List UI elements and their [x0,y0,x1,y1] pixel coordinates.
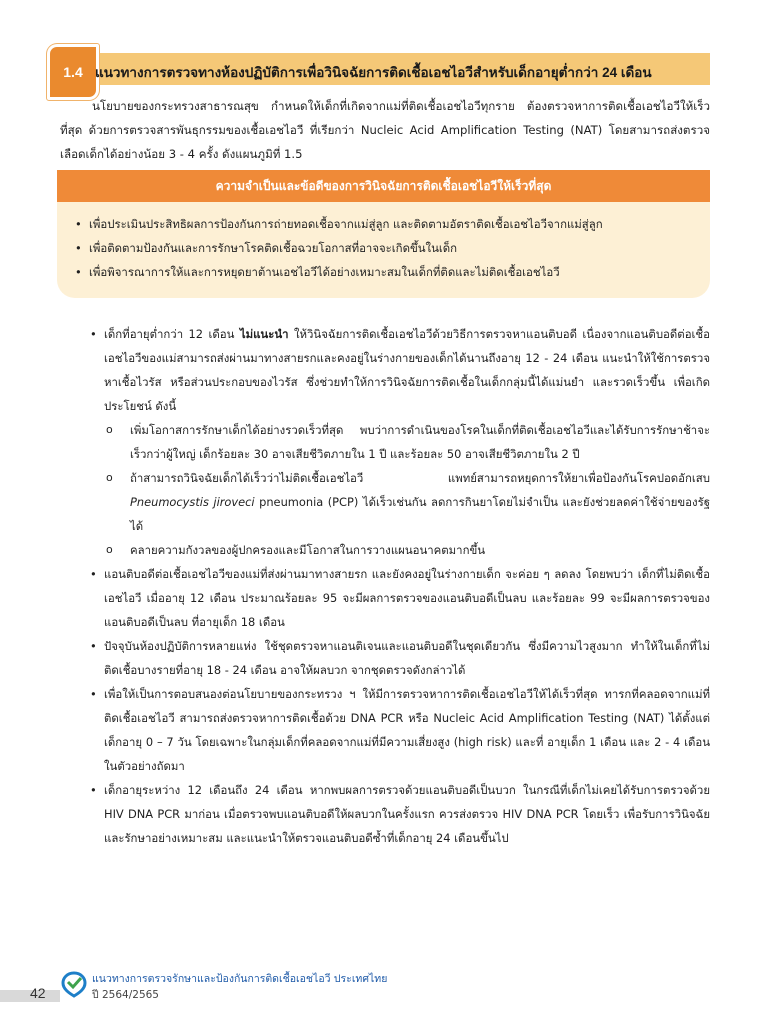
item2-text: แอนติบอดีต่อเชื้อเอชไอวีของแม่ที่ส่งผ่านมาทางสายรก และยังคงอยู่ในร่างกายเด็ก จะค่อย ๆ ลดลง โดยพบว่า เด็กที่ไม่ติดเชื้อเอชไอวี เมื่ออายุ 12 เดือน ประมาณร้อยละ 95 จะมีผลการตรวจของแอนติบอดีเป็นลบ และร้อยละ 99 จะมีผลการตรวจของแอนติบอดีเป็นลบ ที่อายุเด็ก 18 เดือน [104,567,710,629]
sub-marker: o [106,543,113,556]
bullet-marker: • [90,783,97,797]
main-content [90,322,710,850]
benefits-box [57,170,710,298]
bullet-item-dna-pcr-policy [90,682,710,778]
page-number: 42 [30,985,46,1001]
intro-paragraph [60,94,710,166]
footer-title: แนวทางการตรวจรักษาและป้องกันการติดเชื้อเอชไอวี ประเทศไทย [92,973,388,985]
bullet-item-maternal-antibody [90,562,710,634]
bullet-marker: • [90,687,97,701]
item3-text: ปัจจุบันห้องปฏิบัติการหลายแห่ง ใช้ชุดตรวจหาแอนติเจนและแอนติบอดีในชุดเดียวกัน ซึ่งมีความไวสูงมาก ทำให้ในเด็กที่ไม่ติดเชื้อบางรายที่อายุ 18 - 24 เดือน อาจให้ผลบวก จากชุดตรวจดังกล่าวได้ [104,639,710,677]
benefit-item: • เพื่อติดตามป้องกันและการรักษาโรคติดเชื้อฉวยโอกาสที่อาจจะเกิดขึ้นในเด็ก [89,236,710,260]
sub-item-text-post: pneumonia (PCP) ได้เร็วเช่นกัน ลดการกินยาโดยไม่จำเป็น และยังช่วยลดค่าใช้จ่ายของรัฐได้ [130,495,710,533]
sub-item-text: เพิ่มโอกาสการรักษาเด็กได้อย่างรวดเร็วที่สุด พบว่าการดำเนินของโรคในเด็กที่ติดเชื้อเอชไอวีและได้รับการรักษาช้าจะเร็วกว่าผู้ใหญ่ เด็กร้อยละ 30 อาจเสียชีวิตภายใน 1 ปี และร้อยละ 50 อาจเสียชีวิตภายใน 2 ปี [130,423,710,461]
bullet-marker: • [90,567,97,581]
benefits-box-title: ความจำเป็นและข้อดีของการวินิจฉัยการติดเชื้อเอชไอวีให้เร็วที่สุด [57,170,710,202]
sub-item-text: คลายความกังวลของผู้ปกครองและมีโอกาสในการวางแผนอนาคตมากขึ้น [130,543,486,557]
item5-text: เด็กอายุระหว่าง 12 เดือนถึง 24 เดือน หากพบผลการตรวจด้วยแอนติบอดีเป็นบวก ในกรณีที่เด็กไม่เคยได้รับการตรวจด้วย HIV DNA PCR มาก่อน เมื่อตรวจพบแอนติบอดีให้ผลบวกในครั้งแรก ควรส่งตรวจ HIV DNA PCR โดยเร็ว เพื่อรับการวินิจฉัยและรักษาอย่างเหมาะสม และแนะนำให้ตรวจแอนติบอดีซ้ำที่เด็กอายุ 24 เดือนขึ้นไป [104,783,710,845]
item1-text-pre: เด็กที่อายุต่ำกว่า 12 เดือน [104,327,240,341]
bullet-item-12-24-months [90,778,710,850]
section-number-badge [47,44,99,100]
bullet-item-antibody-not-recommended [90,322,711,418]
item1-text-post: ให้วินิจฉัยการติดเชื้อเอชไอวีด้วยวิธีการตรวจหาแอนติบอดี เนื่องจากแอนติบอดีต่อเชื้อเอชไอวีของแม่สามารถส่งผ่านมาทางสายรกและคงอยู่ในร่างกายของเด็กได้นานถึงอายุ 12 - 24 เดือน แนะนำให้ใช้การตรวจหาเชื้อไวรัส หรือส่วนประกอบของไวรัส ซึ่งช่วยทำให้การวินิจฉัยการติดเชื้อในเด็กกลุ่มนี้ได้แม่นยำ และรวดเร็วขึ้น เพื่อเกิดประโยชน์ ดังนี้ [104,327,711,413]
benefits-list [57,212,710,284]
sub-item-pcp [106,466,710,538]
intro-text: นโยบายของกระทรวงสาธารณสุข กำหนดให้เด็กที่เกิดจากแม่ที่ติดเชื้อเอชไอวีทุกราย ต้องตรวจหาการติดเชื้อเอชไอวีให้เร็วที่สุด ด้วยการตรวจสารพันธุกรรมของเชื้อเอชไอวี ที่เรียกว่า Nucleic Acid Amplification Testing (NAT) โดยสามารถส่งตรวจเลือดเด็กได้อย่างน้อย 3 - 4 ครั้ง ดังแผนภูมิที่ 1.5 [60,99,710,161]
sub-item-treatment [106,418,710,466]
sub-marker: o [106,471,113,484]
bullet-item-lab-kits [90,634,710,682]
section-title: แนวทางการตรวจทางห้องปฏิบัติการเพื่อวินิจฉัยการติดเชื้อเอชไอวีสำหรับเด็กอายุต่ำกว่า 24 เดือน [95,65,652,80]
footer-year: ปี 2564/2565 [92,989,159,1001]
bullet-marker: • [90,327,97,341]
hiv-guideline-logo-icon [60,970,88,998]
item4-text: เพื่อให้เป็นการตอบสนองต่อนโยบายของกระทรวง ฯ ให้มีการตรวจหาการติดเชื้อเอชไอวีให้ได้เร็วที่สุด ทารกที่คลอดจากแม่ที่ติดเชื้อเอชไอวี สามารถส่งตรวจหาการติดเชื้อด้วย DNA PCR หรือ Nucleic Acid Amplification Testing (NAT) ได้ตั้งแต่เด็กอายุ 0 – 7 วัน โดยเฉพาะในกลุ่มเด็กที่คลอดจากแม่ที่มีความเสี่ยงสูง (high risk) และที่ อายุเด็ก 1 เดือน และ 2 - 4 เดือนในตัวอย่างถัดมา [104,687,710,773]
item1-text-bold: ไม่แนะนำ [239,327,289,341]
sub-marker: o [106,423,113,436]
sub-item-parents [106,538,710,562]
section-number: 1.4 [63,64,83,80]
sub-item-text-pre: ถ้าสามารถวินิจฉัยเด็กได้เร็วว่าไม่ติดเชื้อเอชไอวี แพทย์สามารถหยุดการให้ยาเพื่อป้องกันโรคปอดอักเสบ [130,471,710,485]
bullet-marker: • [90,639,97,653]
benefit-item: • เพื่อประเมินประสิทธิผลการป้องกันการถ่ายทอดเชื้อจากแม่สู่ลูก และติดตามอัตราติดเชื้อเอชไอวีจากแม่สู่ลูก [89,212,710,236]
benefit-item: • เพื่อพิจารณาการให้และการหยุดยาต้านเอชไอวีได้อย่างเหมาะสมในเด็กที่ติดและไม่ติดเชื้อเอชไอวี [89,260,710,284]
sub-item-text-italic: Pneumocystis jiroveci [130,495,255,509]
